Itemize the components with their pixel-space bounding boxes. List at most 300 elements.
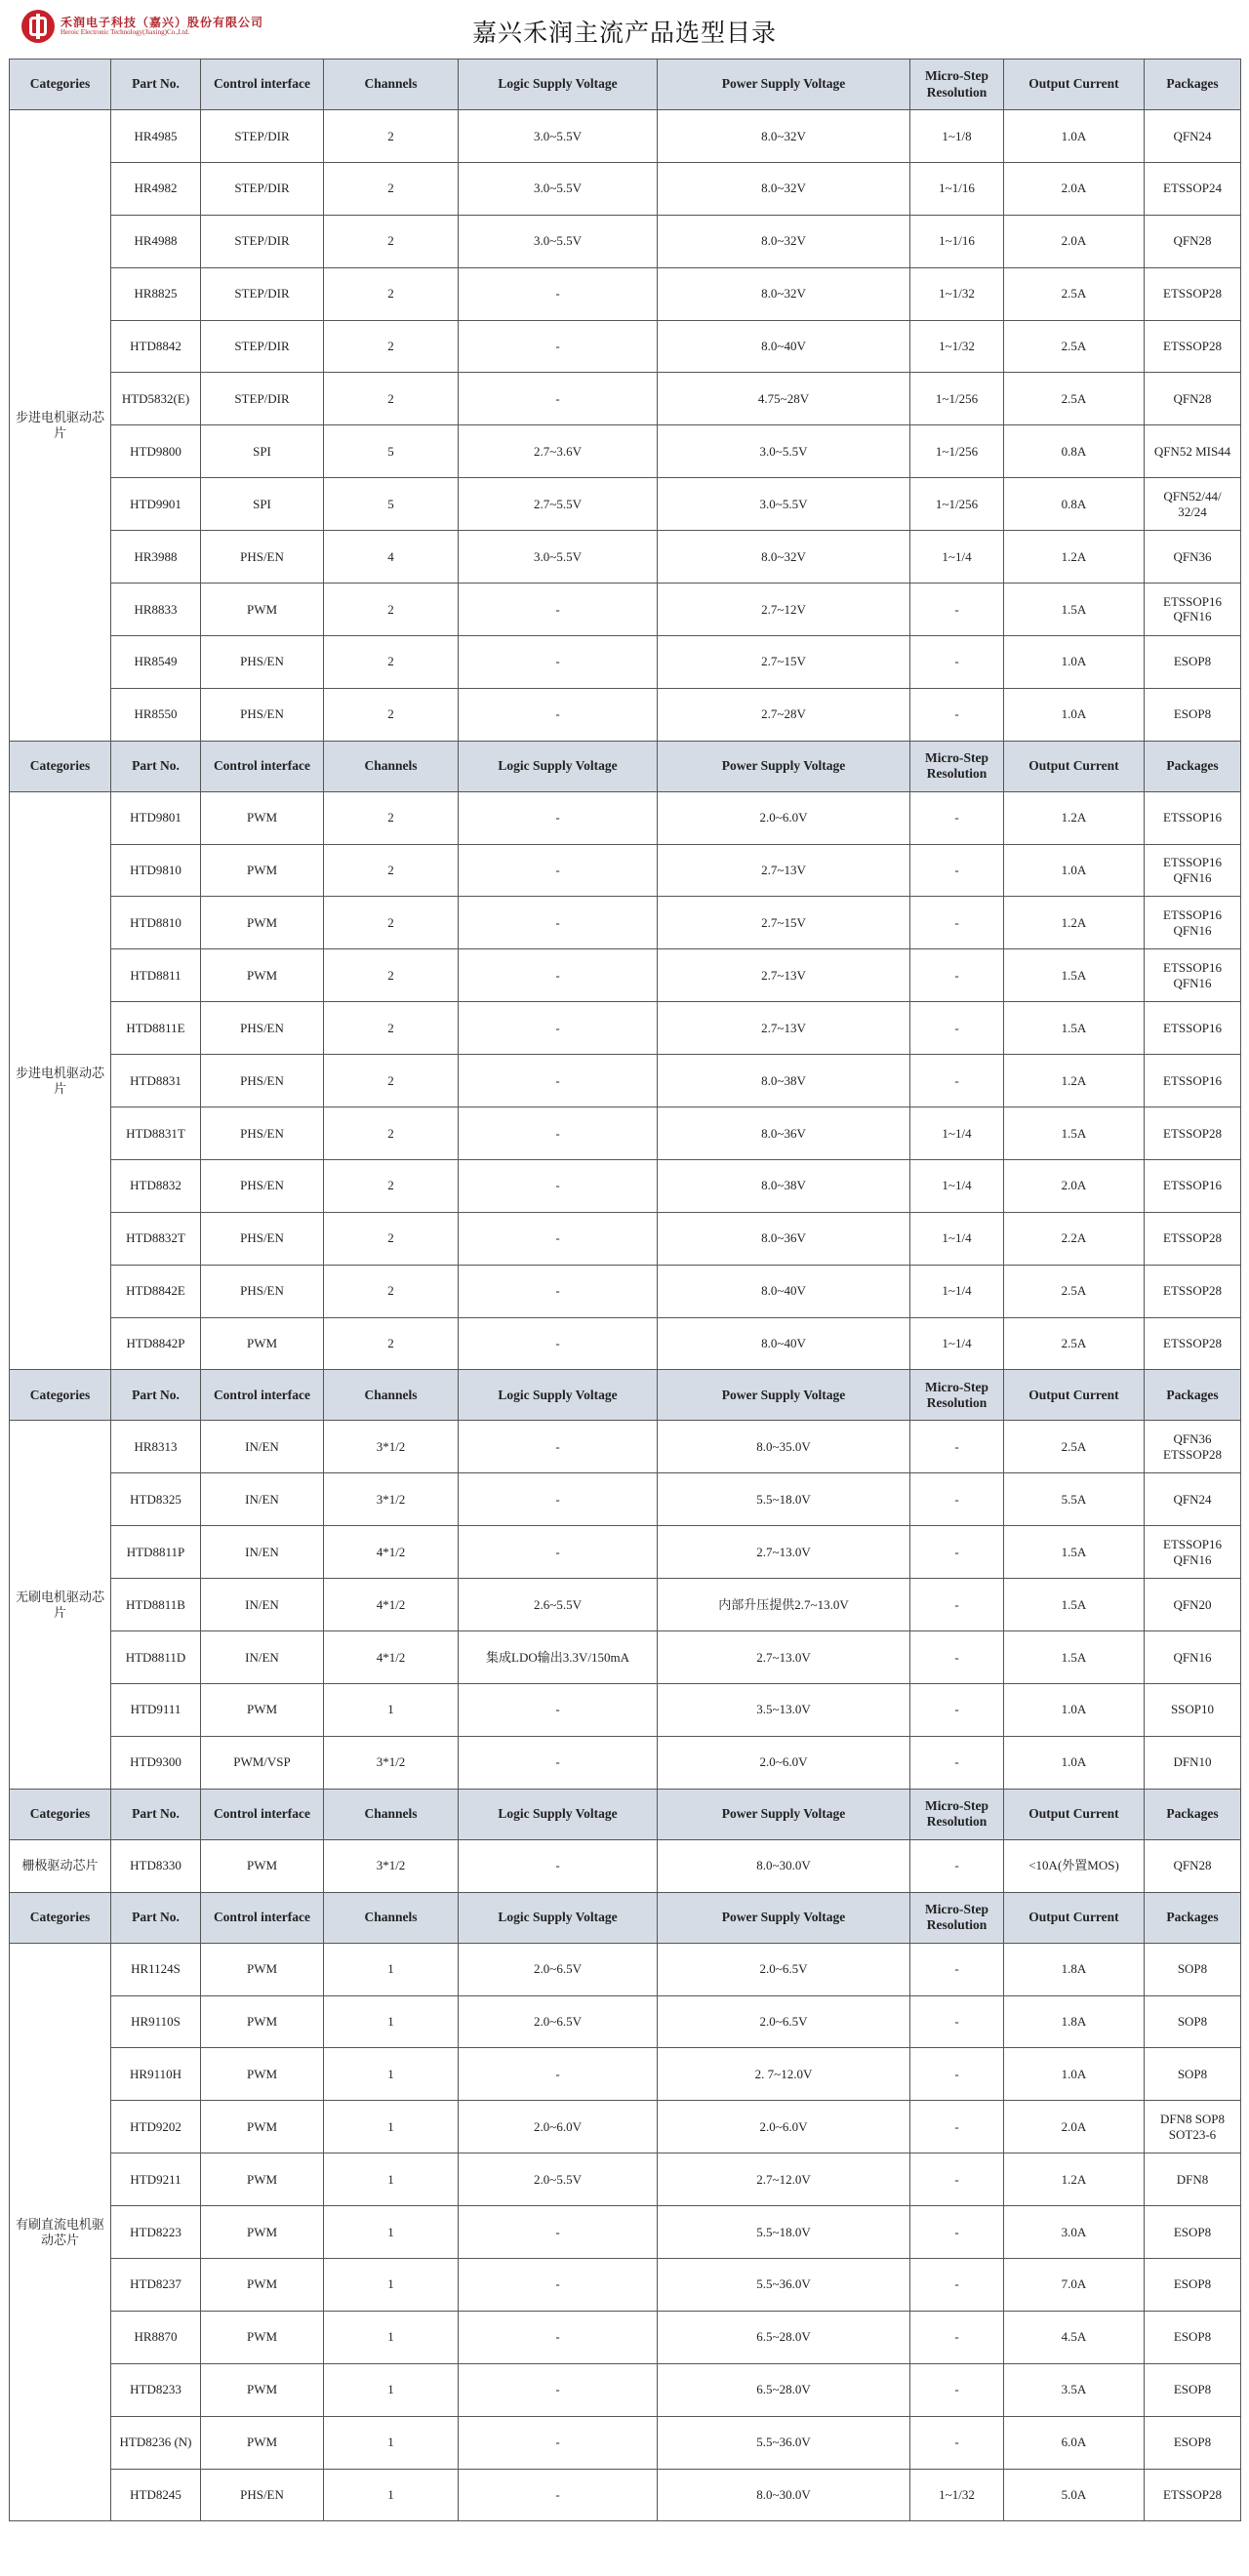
packages-cell: ETSSOP28 xyxy=(1145,1212,1241,1265)
logic-voltage-cell: - xyxy=(459,1473,658,1526)
table-row xyxy=(10,215,1241,267)
output-current-cell: 2.0A xyxy=(1004,215,1145,267)
part-no-cell: HR4982 xyxy=(111,162,201,215)
micro-step-cell: - xyxy=(910,1995,1004,2048)
control-interface-cell: PWM/VSP xyxy=(201,1736,324,1789)
part-no-cell: HTD8236 (N) xyxy=(111,2416,201,2469)
part-no-cell: HR4985 xyxy=(111,110,201,163)
output-current-cell: 1.0A xyxy=(1004,1736,1145,1789)
channels-cell: 4*1/2 xyxy=(324,1631,459,1684)
control-interface-cell: PHS/EN xyxy=(201,1265,324,1317)
logic-voltage-cell: - xyxy=(459,584,658,636)
part-no-cell: HTD8811E xyxy=(111,1002,201,1055)
column-header: Logic Supply Voltage xyxy=(459,1789,658,1839)
packages-cell: ESOP8 xyxy=(1145,688,1241,741)
micro-step-cell: 1~1/32 xyxy=(910,2469,1004,2521)
power-voltage-cell: 内部升压提供2.7~13.0V xyxy=(658,1579,910,1631)
column-header: Categories xyxy=(10,1789,111,1839)
channels-cell: 2 xyxy=(324,1317,459,1370)
column-header: Control interface xyxy=(201,741,324,791)
control-interface-cell: STEP/DIR xyxy=(201,110,324,163)
channels-cell: 2 xyxy=(324,1265,459,1317)
part-no-cell: HTD8245 xyxy=(111,2469,201,2521)
channels-cell: 1 xyxy=(324,1943,459,1995)
column-header: Power Supply Voltage xyxy=(658,1789,910,1839)
channels-cell: 1 xyxy=(324,2258,459,2311)
packages-cell: ESOP8 xyxy=(1145,2206,1241,2259)
table-row xyxy=(10,1055,1241,1107)
part-no-cell: HTD9901 xyxy=(111,478,201,531)
table-row xyxy=(10,1317,1241,1370)
part-no-cell: HTD8831 xyxy=(111,1055,201,1107)
table-row xyxy=(10,2416,1241,2469)
column-header: Logic Supply Voltage xyxy=(459,1892,658,1943)
logo-company-name-en: Heroic Electronic Technology(Jiaxing)Co.,Ltd. xyxy=(60,27,190,36)
part-no-cell: HTD9211 xyxy=(111,2153,201,2206)
part-no-cell: HTD8842P xyxy=(111,1317,201,1370)
table-row xyxy=(10,688,1241,741)
control-interface-cell: PWM xyxy=(201,1683,324,1736)
column-header: Categories xyxy=(10,60,111,110)
control-interface-cell: PWM xyxy=(201,1317,324,1370)
table-row xyxy=(10,1579,1241,1631)
channels-cell: 2 xyxy=(324,1107,459,1160)
column-header: Packages xyxy=(1145,1892,1241,1943)
table-row xyxy=(10,1943,1241,1995)
channels-cell: 2 xyxy=(324,1002,459,1055)
column-header: Output Current xyxy=(1004,1892,1145,1943)
output-current-cell: 6.0A xyxy=(1004,2416,1145,2469)
channels-cell: 1 xyxy=(324,2101,459,2153)
micro-step-cell: 1~1/256 xyxy=(910,478,1004,531)
channels-cell: 2 xyxy=(324,949,459,1002)
part-no-cell: HTD9111 xyxy=(111,1683,201,1736)
output-current-cell: 7.0A xyxy=(1004,2258,1145,2311)
packages-cell: ETSSOP16 QFN16 xyxy=(1145,949,1241,1002)
part-no-cell: HR9110H xyxy=(111,2048,201,2101)
output-current-cell: 1.0A xyxy=(1004,1683,1145,1736)
category-cell: 步进电机驱动芯片 xyxy=(10,791,111,1370)
channels-cell: 1 xyxy=(324,2416,459,2469)
packages-cell: ETSSOP16 QFN16 xyxy=(1145,1526,1241,1579)
power-voltage-cell: 2.7~12.0V xyxy=(658,2153,910,2206)
table-row xyxy=(10,1002,1241,1055)
control-interface-cell: SPI xyxy=(201,478,324,531)
packages-cell: QFN52/44/ 32/24 xyxy=(1145,478,1241,531)
output-current-cell: 1.0A xyxy=(1004,844,1145,897)
column-header: Control interface xyxy=(201,60,324,110)
power-voltage-cell: 8.0~40V xyxy=(658,1317,910,1370)
column-header: Micro-Step Resolution xyxy=(910,60,1004,110)
category-cell: 无刷电机驱动芯片 xyxy=(10,1421,111,1789)
column-header: Packages xyxy=(1145,60,1241,110)
column-header: Logic Supply Voltage xyxy=(459,1370,658,1421)
table-row xyxy=(10,1421,1241,1473)
logic-voltage-cell: - xyxy=(459,373,658,425)
logic-voltage-cell: - xyxy=(459,2048,658,2101)
output-current-cell: 1.5A xyxy=(1004,584,1145,636)
packages-cell: ETSSOP16 QFN16 xyxy=(1145,844,1241,897)
logic-voltage-cell: 2.6~5.5V xyxy=(459,1579,658,1631)
column-header: Control interface xyxy=(201,1892,324,1943)
power-voltage-cell: 8.0~36V xyxy=(658,1212,910,1265)
power-voltage-cell: 2.0~6.0V xyxy=(658,1736,910,1789)
page-title: 嘉兴禾润主流产品选型目录 xyxy=(471,20,777,47)
channels-cell: 1 xyxy=(324,2048,459,2101)
micro-step-cell: - xyxy=(910,897,1004,949)
packages-cell: QFN28 xyxy=(1145,373,1241,425)
channels-cell: 3*1/2 xyxy=(324,1736,459,1789)
column-header: Output Current xyxy=(1004,60,1145,110)
control-interface-cell: IN/EN xyxy=(201,1631,324,1684)
logic-voltage-cell: - xyxy=(459,1683,658,1736)
column-header: Categories xyxy=(10,1370,111,1421)
output-current-cell: 2.0A xyxy=(1004,162,1145,215)
column-header: Logic Supply Voltage xyxy=(459,741,658,791)
micro-step-cell: - xyxy=(910,1683,1004,1736)
control-interface-cell: PWM xyxy=(201,844,324,897)
table-row xyxy=(10,635,1241,688)
logo-company-name: 禾润电子科技（嘉兴）股份有限公司 xyxy=(60,16,264,30)
power-voltage-cell: 2.7~15V xyxy=(658,897,910,949)
micro-step-cell: - xyxy=(910,949,1004,1002)
logic-voltage-cell: - xyxy=(459,1839,658,1892)
table-row xyxy=(10,425,1241,478)
micro-step-cell: 1~1/4 xyxy=(910,1265,1004,1317)
table-header-row xyxy=(10,1370,1241,1421)
table-row xyxy=(10,2048,1241,2101)
column-header: Part No. xyxy=(111,741,201,791)
power-voltage-cell: 5.5~18.0V xyxy=(658,1473,910,1526)
packages-cell: ETSSOP16 QFN16 xyxy=(1145,897,1241,949)
control-interface-cell: STEP/DIR xyxy=(201,162,324,215)
micro-step-cell: - xyxy=(910,2206,1004,2259)
packages-cell: QFN28 xyxy=(1145,1839,1241,1892)
logic-voltage-cell: 2.7~3.6V xyxy=(459,425,658,478)
logic-voltage-cell: - xyxy=(459,1421,658,1473)
table-row xyxy=(10,1683,1241,1736)
table-row xyxy=(10,791,1241,844)
output-current-cell: 5.0A xyxy=(1004,2469,1145,2521)
channels-cell: 2 xyxy=(324,1212,459,1265)
channels-cell: 2 xyxy=(324,1055,459,1107)
part-no-cell: HTD8237 xyxy=(111,2258,201,2311)
channels-cell: 3*1/2 xyxy=(324,1473,459,1526)
power-voltage-cell: 8.0~40V xyxy=(658,1265,910,1317)
control-interface-cell: PHS/EN xyxy=(201,531,324,584)
column-header: Micro-Step Resolution xyxy=(910,741,1004,791)
column-header: Channels xyxy=(324,1892,459,1943)
output-current-cell: <10A(外置MOS) xyxy=(1004,1839,1145,1892)
packages-cell: QFN28 xyxy=(1145,215,1241,267)
column-header: Channels xyxy=(324,741,459,791)
part-no-cell: HTD8325 xyxy=(111,1473,201,1526)
output-current-cell: 2.5A xyxy=(1004,373,1145,425)
control-interface-cell: PWM xyxy=(201,949,324,1002)
logic-voltage-cell: - xyxy=(459,1736,658,1789)
column-header: Packages xyxy=(1145,1370,1241,1421)
channels-cell: 2 xyxy=(324,267,459,320)
micro-step-cell: 1~1/4 xyxy=(910,1317,1004,1370)
micro-step-cell: - xyxy=(910,1943,1004,1995)
control-interface-cell: PHS/EN xyxy=(201,688,324,741)
control-interface-cell: IN/EN xyxy=(201,1579,324,1631)
table-row xyxy=(10,1159,1241,1212)
power-voltage-cell: 8.0~32V xyxy=(658,531,910,584)
table-row xyxy=(10,1265,1241,1317)
output-current-cell: 2.0A xyxy=(1004,1159,1145,1212)
table-row xyxy=(10,1736,1241,1789)
part-no-cell: HR4988 xyxy=(111,215,201,267)
output-current-cell: 2.5A xyxy=(1004,1265,1145,1317)
logic-voltage-cell: 3.0~5.5V xyxy=(459,110,658,163)
micro-step-cell: - xyxy=(910,2258,1004,2311)
channels-cell: 1 xyxy=(324,2469,459,2521)
control-interface-cell: STEP/DIR xyxy=(201,215,324,267)
channels-cell: 1 xyxy=(324,2206,459,2259)
table-row xyxy=(10,110,1241,163)
control-interface-cell: PHS/EN xyxy=(201,1002,324,1055)
micro-step-cell: - xyxy=(910,1631,1004,1684)
column-header: Part No. xyxy=(111,1892,201,1943)
micro-step-cell: - xyxy=(910,1421,1004,1473)
output-current-cell: 1.2A xyxy=(1004,791,1145,844)
logic-voltage-cell: 2.0~6.0V xyxy=(459,2101,658,2153)
logic-voltage-cell: - xyxy=(459,1159,658,1212)
logic-voltage-cell: - xyxy=(459,791,658,844)
table-row xyxy=(10,2469,1241,2521)
table-row xyxy=(10,320,1241,373)
output-current-cell: 1.8A xyxy=(1004,1943,1145,1995)
channels-cell: 2 xyxy=(324,162,459,215)
power-voltage-cell: 2.7~13.0V xyxy=(658,1631,910,1684)
table-row xyxy=(10,1839,1241,1892)
output-current-cell: 1.8A xyxy=(1004,1995,1145,2048)
channels-cell: 1 xyxy=(324,2153,459,2206)
control-interface-cell: STEP/DIR xyxy=(201,267,324,320)
packages-cell: QFN24 xyxy=(1145,110,1241,163)
power-voltage-cell: 8.0~35.0V xyxy=(658,1421,910,1473)
micro-step-cell: - xyxy=(910,2101,1004,2153)
part-no-cell: HR1124S xyxy=(111,1943,201,1995)
channels-cell: 2 xyxy=(324,1159,459,1212)
column-header: Control interface xyxy=(201,1789,324,1839)
logic-voltage-cell: 集成LDO输出3.3V/150mA xyxy=(459,1631,658,1684)
output-current-cell: 1.0A xyxy=(1004,635,1145,688)
channels-cell: 2 xyxy=(324,791,459,844)
part-no-cell: HR8825 xyxy=(111,267,201,320)
control-interface-cell: IN/EN xyxy=(201,1421,324,1473)
category-cell: 步进电机驱动芯片 xyxy=(10,110,111,742)
part-no-cell: HTD8832T xyxy=(111,1212,201,1265)
channels-cell: 2 xyxy=(324,110,459,163)
control-interface-cell: STEP/DIR xyxy=(201,373,324,425)
power-voltage-cell: 8.0~38V xyxy=(658,1159,910,1212)
micro-step-cell: - xyxy=(910,844,1004,897)
packages-cell: ESOP8 xyxy=(1145,2416,1241,2469)
logic-voltage-cell: 3.0~5.5V xyxy=(459,215,658,267)
part-no-cell: HTD9800 xyxy=(111,425,201,478)
column-header: Power Supply Voltage xyxy=(658,1370,910,1421)
control-interface-cell: PWM xyxy=(201,1995,324,2048)
micro-step-cell: 1~1/4 xyxy=(910,1212,1004,1265)
control-interface-cell: PWM xyxy=(201,897,324,949)
power-voltage-cell: 2.7~13.0V xyxy=(658,1526,910,1579)
column-header: Output Current xyxy=(1004,741,1145,791)
micro-step-cell: 1~1/4 xyxy=(910,1159,1004,1212)
packages-cell: DFN10 xyxy=(1145,1736,1241,1789)
part-no-cell: HTD9801 xyxy=(111,791,201,844)
output-current-cell: 1.5A xyxy=(1004,1631,1145,1684)
table-row xyxy=(10,2153,1241,2206)
micro-step-cell: - xyxy=(910,1055,1004,1107)
packages-cell: ETSSOP16 xyxy=(1145,1002,1241,1055)
part-no-cell: HR3988 xyxy=(111,531,201,584)
table-row xyxy=(10,2311,1241,2363)
output-current-cell: 1.0A xyxy=(1004,2048,1145,2101)
packages-cell: SOP8 xyxy=(1145,1995,1241,2048)
power-voltage-cell: 2.7~12V xyxy=(658,584,910,636)
header-bar xyxy=(0,0,1249,57)
packages-cell: QFN36 xyxy=(1145,531,1241,584)
micro-step-cell: - xyxy=(910,791,1004,844)
micro-step-cell: - xyxy=(910,1526,1004,1579)
logic-voltage-cell: - xyxy=(459,635,658,688)
micro-step-cell: - xyxy=(910,688,1004,741)
packages-cell: ETSSOP28 xyxy=(1145,1107,1241,1160)
column-header: Channels xyxy=(324,60,459,110)
micro-step-cell: - xyxy=(910,635,1004,688)
channels-cell: 4*1/2 xyxy=(324,1526,459,1579)
packages-cell: DFN8 xyxy=(1145,2153,1241,2206)
logic-voltage-cell: - xyxy=(459,2311,658,2363)
table-row xyxy=(10,949,1241,1002)
power-voltage-cell: 8.0~36V xyxy=(658,1107,910,1160)
packages-cell: QFN20 xyxy=(1145,1579,1241,1631)
power-voltage-cell: 2. 7~12.0V xyxy=(658,2048,910,2101)
power-voltage-cell: 6.5~28.0V xyxy=(658,2363,910,2416)
output-current-cell: 0.8A xyxy=(1004,425,1145,478)
micro-step-cell: 1~1/32 xyxy=(910,320,1004,373)
control-interface-cell: PWM xyxy=(201,2311,324,2363)
channels-cell: 1 xyxy=(324,1683,459,1736)
packages-cell: SOP8 xyxy=(1145,2048,1241,2101)
packages-cell: ETSSOP28 xyxy=(1145,2469,1241,2521)
channels-cell: 5 xyxy=(324,425,459,478)
power-voltage-cell: 8.0~32V xyxy=(658,215,910,267)
control-interface-cell: PWM xyxy=(201,1839,324,1892)
logic-voltage-cell: - xyxy=(459,844,658,897)
part-no-cell: HTD8811B xyxy=(111,1579,201,1631)
output-current-cell: 1.2A xyxy=(1004,897,1145,949)
column-header: Control interface xyxy=(201,1370,324,1421)
power-voltage-cell: 8.0~32V xyxy=(658,110,910,163)
output-current-cell: 0.8A xyxy=(1004,478,1145,531)
category-cell: 栅极驱动芯片 xyxy=(10,1839,111,1892)
packages-cell: ETSSOP28 xyxy=(1145,1265,1241,1317)
logic-voltage-cell: - xyxy=(459,2206,658,2259)
table-row xyxy=(10,1526,1241,1579)
control-interface-cell: PWM xyxy=(201,584,324,636)
output-current-cell: 1.5A xyxy=(1004,949,1145,1002)
logic-voltage-cell: - xyxy=(459,1526,658,1579)
logic-voltage-cell: - xyxy=(459,1107,658,1160)
packages-cell: QFN16 xyxy=(1145,1631,1241,1684)
column-header: Part No. xyxy=(111,60,201,110)
table-row xyxy=(10,2258,1241,2311)
control-interface-cell: PWM xyxy=(201,2416,324,2469)
control-interface-cell: PWM xyxy=(201,2206,324,2259)
category-cell: 有刷直流电机驱动芯片 xyxy=(10,1943,111,2521)
table-row xyxy=(10,1107,1241,1160)
column-header: Channels xyxy=(324,1370,459,1421)
control-interface-cell: PWM xyxy=(201,791,324,844)
micro-step-cell: - xyxy=(910,1839,1004,1892)
logic-voltage-cell: - xyxy=(459,1055,658,1107)
micro-step-cell: 1~1/32 xyxy=(910,267,1004,320)
table-row xyxy=(10,373,1241,425)
control-interface-cell: STEP/DIR xyxy=(201,320,324,373)
micro-step-cell: - xyxy=(910,2153,1004,2206)
micro-step-cell: - xyxy=(910,584,1004,636)
channels-cell: 2 xyxy=(324,897,459,949)
logic-voltage-cell: - xyxy=(459,1212,658,1265)
control-interface-cell: SPI xyxy=(201,425,324,478)
table-header-row xyxy=(10,60,1241,110)
logic-voltage-cell: - xyxy=(459,1317,658,1370)
table-row xyxy=(10,2206,1241,2259)
part-no-cell: HTD8811P xyxy=(111,1526,201,1579)
logic-voltage-cell: - xyxy=(459,1002,658,1055)
channels-cell: 2 xyxy=(324,584,459,636)
column-header: Packages xyxy=(1145,741,1241,791)
power-voltage-cell: 8.0~40V xyxy=(658,320,910,373)
micro-step-cell: 1~1/256 xyxy=(910,373,1004,425)
part-no-cell: HR8313 xyxy=(111,1421,201,1473)
packages-cell: ESOP8 xyxy=(1145,2363,1241,2416)
power-voltage-cell: 8.0~32V xyxy=(658,162,910,215)
logic-voltage-cell: - xyxy=(459,2363,658,2416)
power-voltage-cell: 3.5~13.0V xyxy=(658,1683,910,1736)
table-header-row xyxy=(10,1892,1241,1943)
table-row xyxy=(10,584,1241,636)
output-current-cell: 4.5A xyxy=(1004,2311,1145,2363)
logic-voltage-cell: - xyxy=(459,688,658,741)
table-row xyxy=(10,267,1241,320)
part-no-cell: HTD8330 xyxy=(111,1839,201,1892)
table-row xyxy=(10,1212,1241,1265)
control-interface-cell: PHS/EN xyxy=(201,635,324,688)
packages-cell: QFN24 xyxy=(1145,1473,1241,1526)
channels-cell: 3*1/2 xyxy=(324,1421,459,1473)
power-voltage-cell: 8.0~30.0V xyxy=(658,2469,910,2521)
packages-cell: ETSSOP28 xyxy=(1145,267,1241,320)
logic-voltage-cell: 3.0~5.5V xyxy=(459,531,658,584)
part-no-cell: HR9110S xyxy=(111,1995,201,2048)
part-no-cell: HTD8811 xyxy=(111,949,201,1002)
part-no-cell: HR8833 xyxy=(111,584,201,636)
column-header: Power Supply Voltage xyxy=(658,60,910,110)
table-row xyxy=(10,2101,1241,2153)
output-current-cell: 1.5A xyxy=(1004,1526,1145,1579)
packages-cell: ETSSOP16 xyxy=(1145,1055,1241,1107)
channels-cell: 2 xyxy=(324,844,459,897)
logic-voltage-cell: - xyxy=(459,2469,658,2521)
logic-voltage-cell: 2.0~6.5V xyxy=(459,1943,658,1995)
power-voltage-cell: 2.7~15V xyxy=(658,635,910,688)
logic-voltage-cell: - xyxy=(459,2258,658,2311)
part-no-cell: HTD5832(E) xyxy=(111,373,201,425)
